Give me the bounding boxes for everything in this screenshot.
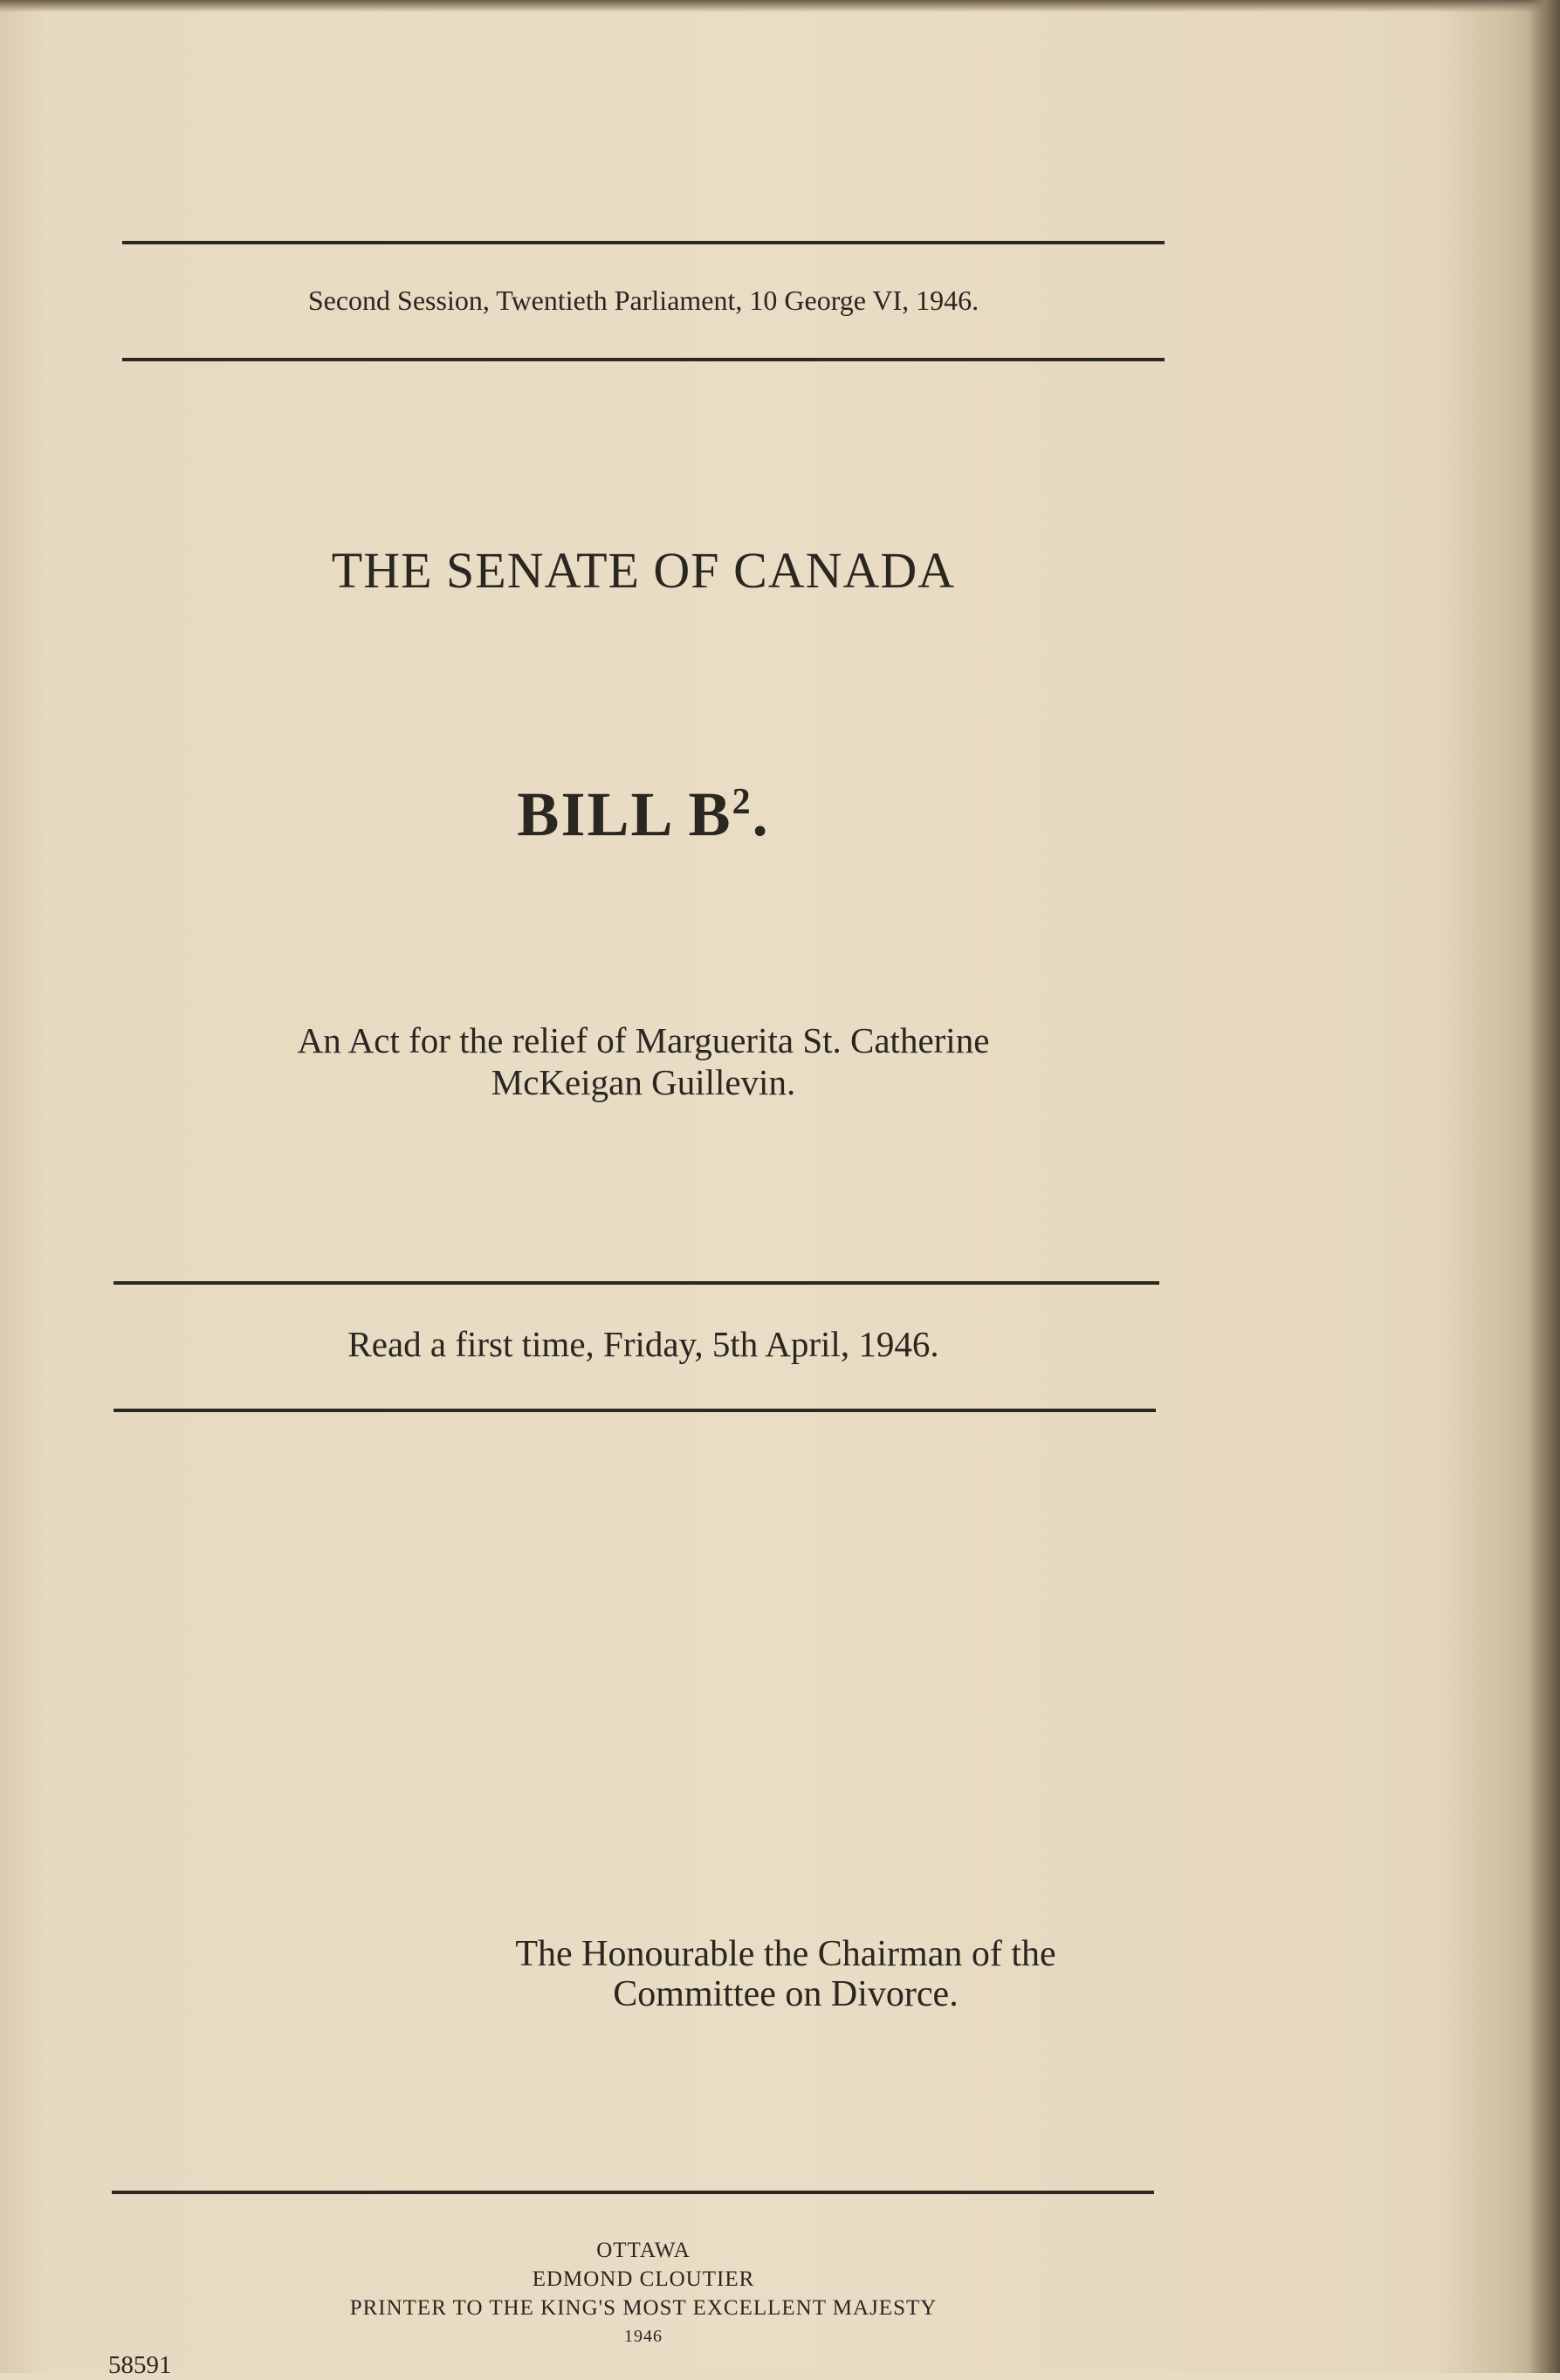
page-right-edge	[1529, 0, 1560, 2373]
act-title-line-2: McKeigan Guillevin.	[491, 1062, 796, 1102]
sponsor-line-2: Committee on Divorce.	[613, 1974, 959, 2014]
bill-number	[122, 778, 1165, 851]
header-top-rule	[122, 241, 1165, 244]
act-title-line-1: An Act for the relief of Marguerita St. Catherine	[297, 1020, 990, 1060]
imprint-title: PRINTER TO THE KING'S MOST EXCELLENT MAJESTY	[349, 2296, 938, 2320]
header-bottom-rule	[122, 358, 1165, 361]
sponsor-line-1: The Honourable the Chairman of the	[515, 1934, 1056, 1974]
imprint-city: OTTAWA	[596, 2239, 691, 2262]
senate-heading: THE SENATE OF CANADA	[331, 542, 956, 599]
bill-prefix: BILL B	[517, 779, 732, 849]
sponsor-block	[436, 1934, 1135, 2014]
bill-superscript: 2	[732, 782, 753, 822]
imprint-year: 1946	[624, 2327, 663, 2346]
act-title	[122, 1019, 1165, 1103]
reading-top-rule	[113, 1281, 1159, 1285]
session-line: Second Session, Twentieth Parliament, 10 George VI, 1946.	[307, 285, 979, 316]
reading-bottom-rule	[113, 1409, 1156, 1412]
imprint-top-rule	[112, 2191, 1154, 2194]
print-code: 58591	[108, 2351, 172, 2379]
imprint-printer: EDMOND CLOUTIER	[532, 2267, 755, 2291]
first-reading-line: Read a first time, Friday, 5th April, 1946.	[347, 1324, 939, 1364]
bill-suffix: .	[752, 779, 770, 849]
page-top-shadow	[0, 0, 1560, 12]
printer-imprint	[122, 2236, 1165, 2351]
